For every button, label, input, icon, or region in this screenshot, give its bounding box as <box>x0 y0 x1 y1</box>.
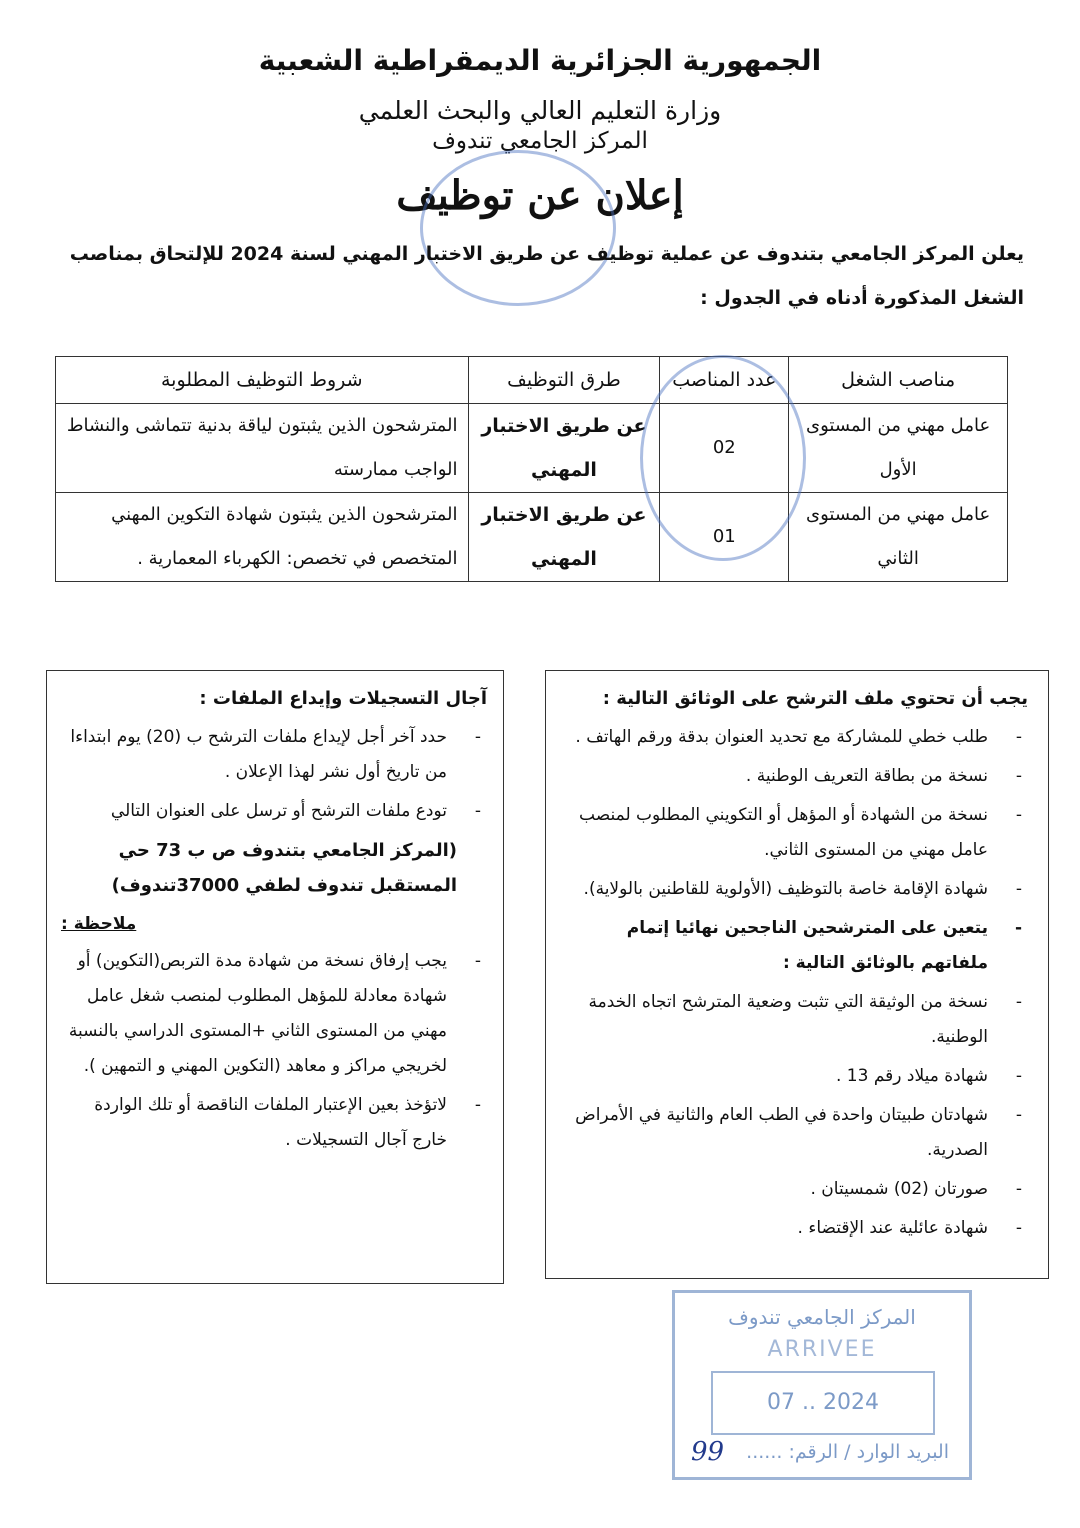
jobs-table <box>55 356 1008 582</box>
list-item: - حدد آخر أجل لإيداع ملفات الترشح ب (20) يوم ابتداءا من تاريخ أول نشر لهذا الإعلان . <box>61 720 487 790</box>
institution-name: المركز الجامعي تندوف <box>432 128 648 154</box>
list-item: - نسخة من الوثيقة التي تثبت وضعية المترشح اتجاه الخدمة الوطنية. <box>558 985 1028 1055</box>
header-count: عدد المناصب <box>660 357 789 404</box>
list-item: - شهادة ميلاد رقم 13 . <box>558 1059 1028 1094</box>
list-item: - صورتان (02) شمسيتان . <box>558 1172 1028 1207</box>
stamp-top-text: المركز الجامعي تندوف <box>728 1305 916 1329</box>
stamp-bottom-text: البريد الوارد / الرقم: ...... <box>746 1441 949 1463</box>
notes-list <box>61 944 487 1158</box>
submission-address: (المركز الجامعي بتندوف ص ب 73 حي المستقبل تندوف لطفي 37000تندوف) <box>111 840 457 896</box>
header-post: مناصب الشغل <box>789 357 1008 404</box>
list-item: - شهادة عائلية عند الإقتضاء . <box>558 1211 1028 1246</box>
cell-count: 01 <box>660 493 789 582</box>
list-item: - نسخة من بطاقة التعريف الوطنية . <box>558 759 1028 794</box>
list-item: - شهادة الإقامة خاصة بالتوظيف (الأولوية للقاطنين بالولاية). <box>558 872 1028 907</box>
documents-list <box>558 720 1028 1246</box>
list-item: - تودع ملفات الترشح أو ترسل على العنوان التالي <box>61 794 487 829</box>
list-item: - يجب إرفاق نسخة من شهادة مدة التربص(التكوين) أو شهادة معادلة للمؤهل المطلوب لمنصب شغل عامل مهني من المستوى الثاني +المستوى الدراسي بالنسبة لخريجي مراكز و معاهد (التكوين المهني و التمهين ). <box>61 944 487 1084</box>
list-item: - يتعين على المترشحين الناجحين نهائيا إتمام ملفاتهم بالوثائق التالية : <box>558 911 1028 981</box>
deadlines-box <box>46 670 504 1284</box>
table-row <box>56 404 1008 493</box>
stamp-middle-text: ARRIVEE <box>767 1337 877 1362</box>
ministry-name: وزارة التعليم العالي والبحث العلمي <box>358 96 722 125</box>
round-stamp-table <box>640 355 806 561</box>
list-item: - شهادتان طبيتان واحدة في الطب العام والثانية في الأمراض الصدرية. <box>558 1098 1028 1168</box>
table-row <box>56 493 1008 582</box>
header-method: طرق التوظيف <box>468 357 660 404</box>
deadlines-title: آجال التسجيلات وإيداع الملفات : <box>199 688 487 709</box>
announcement-title: إعلان عن توظيف <box>396 172 684 219</box>
header-conditions: شروط التوظيف المطلوبة <box>56 357 469 404</box>
deadlines-list <box>61 720 487 829</box>
cell-method: عن طريق الاختبار المهني <box>468 404 660 493</box>
stamp-date: 07 .. 2024 <box>711 1371 935 1435</box>
arrival-stamp <box>672 1290 972 1480</box>
required-documents-box <box>545 670 1049 1279</box>
cell-post: عامل مهني من المستوى الأول <box>789 404 1008 493</box>
intro-paragraph: يعلن المركز الجامعي بتندوف عن عملية توظيف عن طريق الاختبار المهني لسنة 2024 للإلتحاق بمناصب الشغل المذكورة أدناه في الجدول : <box>69 243 1024 309</box>
cell-conditions: المترشحون الذين يثبتون شهادة التكوين المهني المتخصص في تخصص: الكهرباء المعمارية . <box>56 493 469 582</box>
list-item: - طلب خطي للمشاركة مع تحديد العنوان بدقة ورقم الهاتف . <box>558 720 1028 755</box>
table-header-row <box>56 357 1008 404</box>
note-title: ملاحظة : <box>61 914 137 934</box>
cell-conditions: المترشحون الذين يثبتون لياقة بدنية تتماشى والنشاط الواجب ممارسته <box>56 404 469 493</box>
republic-name: الجمهورية الجزائرية الديمقراطية الشعبية <box>258 44 822 77</box>
stamp-number: 99 <box>691 1437 725 1467</box>
documents-title: يجب أن تحتوي ملف الترشح على الوثائق التالية : <box>602 688 1028 709</box>
cell-count: 02 <box>660 404 789 493</box>
cell-post: عامل مهني من المستوى الثاني <box>789 493 1008 582</box>
cell-method: عن طريق الاختبار المهني <box>468 493 660 582</box>
list-item: - نسخة من الشهادة أو المؤهل أو التكويني المطلوب لمنصب عامل مهني من المستوى الثاني. <box>558 798 1028 868</box>
list-item: - لاتؤخذ بعين الإعتبار الملفات الناقصة أو تلك الواردة خارج آجال التسجيلات . <box>61 1088 487 1158</box>
